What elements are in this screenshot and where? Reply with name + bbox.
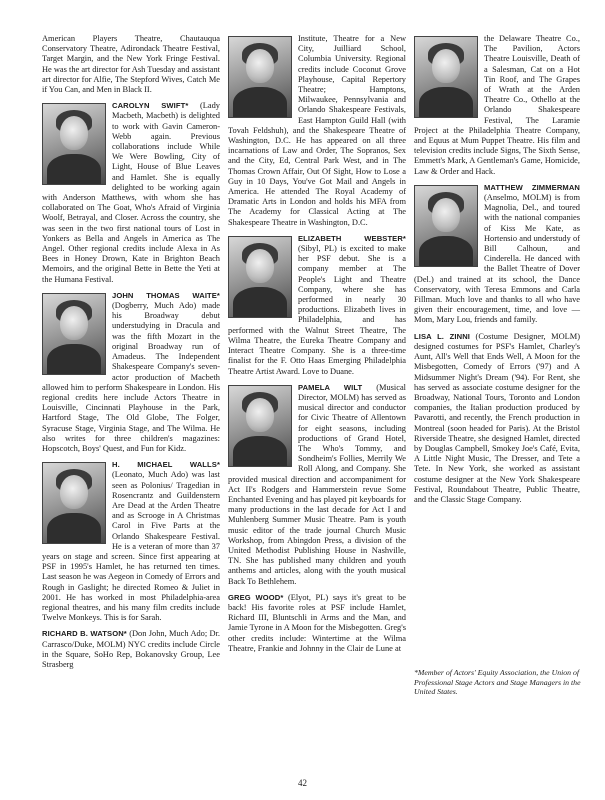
bio-name: LISA L. ZINNI (414, 331, 470, 341)
column-1 (42, 34, 220, 676)
bio-lisa-l-zinni (414, 332, 580, 505)
headshot-photo (228, 36, 292, 118)
bio-name: MATTHEW ZIMMERMAN (484, 182, 580, 192)
bio-name: ELIZABETH WEBSTER* (298, 233, 406, 243)
bio-text: the Delaware Theatre Co., The Pavilion, Actors Theatre Louisville, Death of a Salesman, Cat on a Hot Tin Roof, and The Grapes of Wrath at the Arden Theatre Co., Othello at the Orlando Shakespeare Festival, The Laramie Project at the Philadelphia Theatre Company, and Equus at Mum Puppet Theatre. His film and television credits include Signs, The Sixth Sense, Emmett's Mark, A Gentleman's Game, Homicide, Law & Order and Hack. (414, 34, 580, 176)
bio-john-thomas-waite (42, 291, 220, 454)
bio-h-michael-walls (42, 460, 220, 623)
equity-footnote: *Member of Actors' Equity Association, the Union of Professional Stage Actors and Stage Managers in the United States. (414, 668, 581, 697)
bio-text: (Elyot, PL) says it's great to be back! His favorite roles at PSF include Hamlet, Richard III, Bluntschli in Arms and the Man, and Jamie Tyrone in A Moon for the Misbegotten. Greg's other credits include: Wintertime at the Wilma Theatre, Frankie and Johnny in the Clair de Lune at (228, 592, 406, 653)
bio-richard-b-watson (42, 629, 220, 670)
bio-carolyn-swift (42, 101, 220, 285)
bio-text: (Costume Designer, MOLM) designed costumes for PSF's Hamlet, Charley's Aunt, All's Well that Ends Well, A Moon for the Misbegotten, Comedy of Errors ('97) and A Midsummer Night's Dream ('94). For Rent, she has served as associate costume designer for the Broadway, National Tours, Toronto and London companies, the Italian production produced by Pavarotti, and recently, the French production in Montreal (soon headed for Paris). At the Bristol Riverside Theatre, she designed Hamlet, directed by Douglas Campbell, Smokey Joe's Café, Evita, A Little Night Music, The Dresser, and Tete a Tete. In New York, she worked as assistant costume designer at the New York Shakespeare Festival, Roundabout Theatre, Public Theatre, and the Classic Stage Company. (414, 331, 581, 504)
bio-name: CAROLYN SWIFT* (112, 101, 189, 111)
bio-name: RICHARD B. WATSON* (42, 629, 127, 639)
headshot-photo (414, 185, 478, 267)
bio-name: PAMELA WILT (298, 382, 363, 392)
bio-matthew-zimmerman (414, 183, 580, 326)
bio-text: (Don John, Much Ado; Dr. Carrasco/Duke, MOLM) NYC credits include Circle in the Square, SoHo Rep, Bokanovsky Group, Lee Strasberg (42, 629, 220, 669)
bio-text: (Lady Macbeth, Macbeth) is delighted to work with Gavin Cameron-Webb again. Previous collaborations include While We Were Bowling, City of Light, House of Blue Leaves and Hamlet. She is equally delighted to be working again with Anderson Matthews, with whom she has collaborated on The Goat, Who's Afraid of Virginia Woolf, Betrayal, and Closer. Across the country, she was seen in the two first national tours of Lost in Yonkers as Bella and Angels in America as The Angel. Other regional credits include Alexa in As Bees in Honey Drown, Kate in Brighton Beach Memoirs, and the original Bette in Bette the Yeti at the Humana Festival. (42, 101, 220, 284)
column-2 (228, 34, 406, 660)
bio-text: (Anselmo, MOLM) is from Magnolia, Del., and toured with the national companies of Kiss Me Kate, as Hortensio and understudy of Bill Calhoun, and Cinderella. He danced with the Ballet Theatre of Dover (Del.) and trained at its school, the Dance Conservatory, with Teresa Emmons and Carla Fillman. Much love and thanks to all who have given their encouragement, time, and love — Mom, Mary Lou, friends and family. (414, 193, 580, 325)
headshot-photo (228, 385, 292, 467)
bio-text: (Dogberry, Much Ado) made his Broadway debut understudying in Dracula and was the fifth Mozart in the original Broadway run of Amadeus. The Independent Shakespeare Company's seven-actor production of Macbeth allowed him to perform Shakespeare in London. His regional credits here include Actors Theatre in Louisville, Cincinnati Playhouse in the Park, Hartford Stage, The Old Globe, The Folger, Syracuse Stage, Virginia Stage, and The Wilma. He also writes for three children's magazines: Hopscotch, Boys' Quest, and Fun for Kidz. (42, 301, 220, 453)
headshot-photo (42, 293, 106, 375)
bio-text: (Leonato, Much Ado) was last seen as Polonius/ Tragedian in Rosencrantz and Guildenstern Are Dead at the Arden Theatre and as Scrooge in A Christmas Carol in Five Parts at the Orlando Shakespeare Festival. He is a veteran of more than 37 years on stage and screen. Since first appearing at PSF in 1995's Hamlet, he has returned ten times. Last season he was Aegeon in Comedy of Errors and Rough in Gaslight; he directed Romeo & Juliet in 2001. He has worked in most Philadelphia-area regional theatres, and his many film credits include Twelve Monkeys. This is for Sarah. (42, 470, 220, 623)
bio-continued (42, 34, 220, 95)
bio-name: JOHN THOMAS WAITE* (112, 290, 220, 300)
headshot-photo (414, 36, 478, 118)
bio-text: American Players Theatre, Chautauqua Conservatory Theatre, Adirondack Theatre Festival, Target Margin, and the New York Fringe Festival. He was the art director for Ash Tuesday and assistant art director for Alfie, The Stepford Wives, Catch Me if You Can, and Men in Black II. (42, 34, 220, 95)
headshot-photo (42, 462, 106, 544)
headshot-photo (42, 103, 106, 185)
bio-name: H. MICHAEL WALLS* (112, 460, 220, 470)
column-3 (414, 34, 580, 511)
bio-text: (Musical Director, MOLM) has served as musical director and conductor for Civic Theatre of Allentown for eight seasons, including productions of Grand Hotel, The Who's Tommy, and Sondheim's Follies, Merrily We Roll Along, and Company. She provided musical direction and accompaniment for Act II's Rodgers and Hammerstein revue Some Enchanted Evening and has played pit keyboards for many productions in the last decade for Act I and Muhlenberg Summer Music Theatre. Pam is youth music editor of the trade journal Church Music Workshop, from Abingdon Press, a division of the United Methodist Publishing House in Nashville, TN. She has published many children and youth anthems and articles, along with the youth musical Back To Bethlehem. (228, 382, 407, 586)
headshot-photo (228, 236, 292, 318)
page-number: 42 (298, 778, 307, 788)
bio-richard-b-watson-continued (228, 34, 406, 228)
bio-greg-wood-continued (414, 34, 580, 177)
bio-pamela-wilt (228, 383, 406, 587)
bio-elizabeth-webster (228, 234, 406, 377)
bio-greg-wood (228, 593, 406, 654)
bio-text: (Sibyl, PL) is excited to make her PSF debut. She is a company member at The People's Light and Theatre Company, where she has performed in nearly 30 productions. Elizabeth lives in Philadelphia, and has performed with the Walnut Street Theatre, The Wilma Theatre, the Eureka Theatre Company and Interact Theatre Company. She is a three-time finalist for the F. Otto Haas Emerging Philadelphia Theatre Artist Award. Love to Duane. (228, 244, 406, 376)
bio-text: Institute, Theatre for a New City, Juilliard School, Columbia University. Regional credits include Coconut Grove Playhouse, Capital Repertory Theatre; Hamptons, Milwaukee, Pennsylvania and Orlando Shakespeare Festivals, East Hampton Guild Hall (with Tovah Feldshuh), and the Shakespeare Theatre of Washington, D.C. He has appeared on all three incarnations of Law and Order, The Sopranos, Sex and the City, Ed, Central Park West, and in The Thomas Crown Affair, Out Of Sight, How to Lose a Guy in 10 Days, You've Got Mail and Angels in America. He attended The Royal Academy of Dramatic Arts in London and holds his MFA from The Academy for Classical Acting at The Shakespeare Theatre in Washington, D.C. (228, 34, 406, 227)
bio-name: GREG WOOD* (228, 592, 284, 602)
